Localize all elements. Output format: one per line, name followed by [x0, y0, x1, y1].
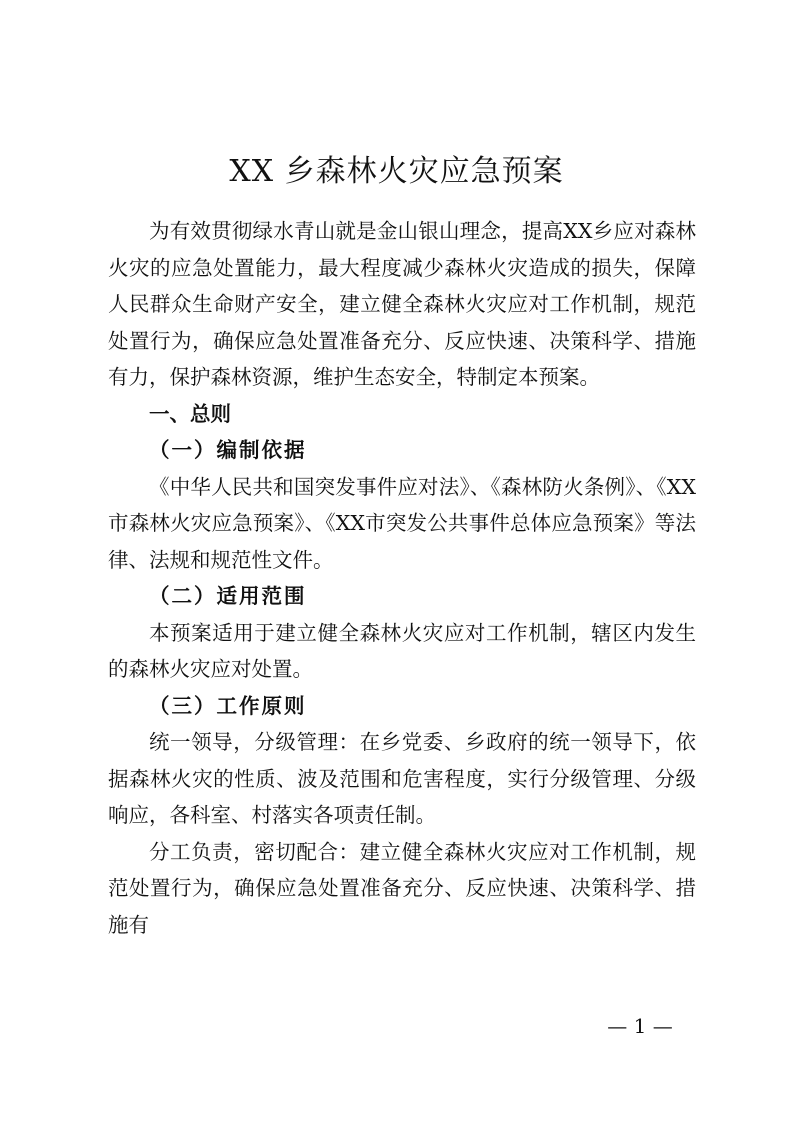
section-heading-general: 一、总则	[149, 401, 231, 426]
page-number: — 1 —	[607, 1014, 673, 1038]
subsection-heading-scope: （二）适用范围	[149, 584, 307, 608]
scope-paragraph: 本预案适用于建立健全森林火灾应对工作机制，辖区内发生的森林火灾应对处置。	[108, 620, 696, 681]
principle-paragraph-2: 分工负责，密切配合：建立健全森林火灾应对工作机制，规范处置行为，确保应急处置准备充分、反应快速、决策科学、措施有	[108, 839, 696, 937]
document-title: XX 乡森林火灾应急预案	[229, 154, 564, 189]
document-body	[108, 213, 696, 943]
principle-paragraph-1: 统一领导，分级管理：在乡党委、乡政府的统一领导下，依据森林火灾的性质、波及范围和危害程度，实行分级管理、分级响应，各科室、村落实各项责任制。	[108, 730, 696, 827]
subsection-heading-principles: （三）工作原则	[149, 693, 307, 718]
basis-paragraph: 《中华人民共和国突发事件应对法》、《森林防火条例》、《XX市森林火灾应急预案》、《XX市突发公共事件总体应急预案》等法律、法规和规范性文件。	[108, 474, 696, 572]
intro-paragraph: 为有效贯彻绿水青山就是金山银山理念，提高XX乡应对森林火灾的应急处置能力，最大程度减少森林火灾造成的损失，保障人民群众生命财产安全，建立健全森林火灾应对工作机制，规范处置行为，确保应急处置准备充分、反应快速、决策科学、措施有力，保护森林资源，维护生态安全，特制定本预案。	[108, 219, 696, 389]
subsection-heading-basis: （一）编制依据	[149, 438, 307, 462]
